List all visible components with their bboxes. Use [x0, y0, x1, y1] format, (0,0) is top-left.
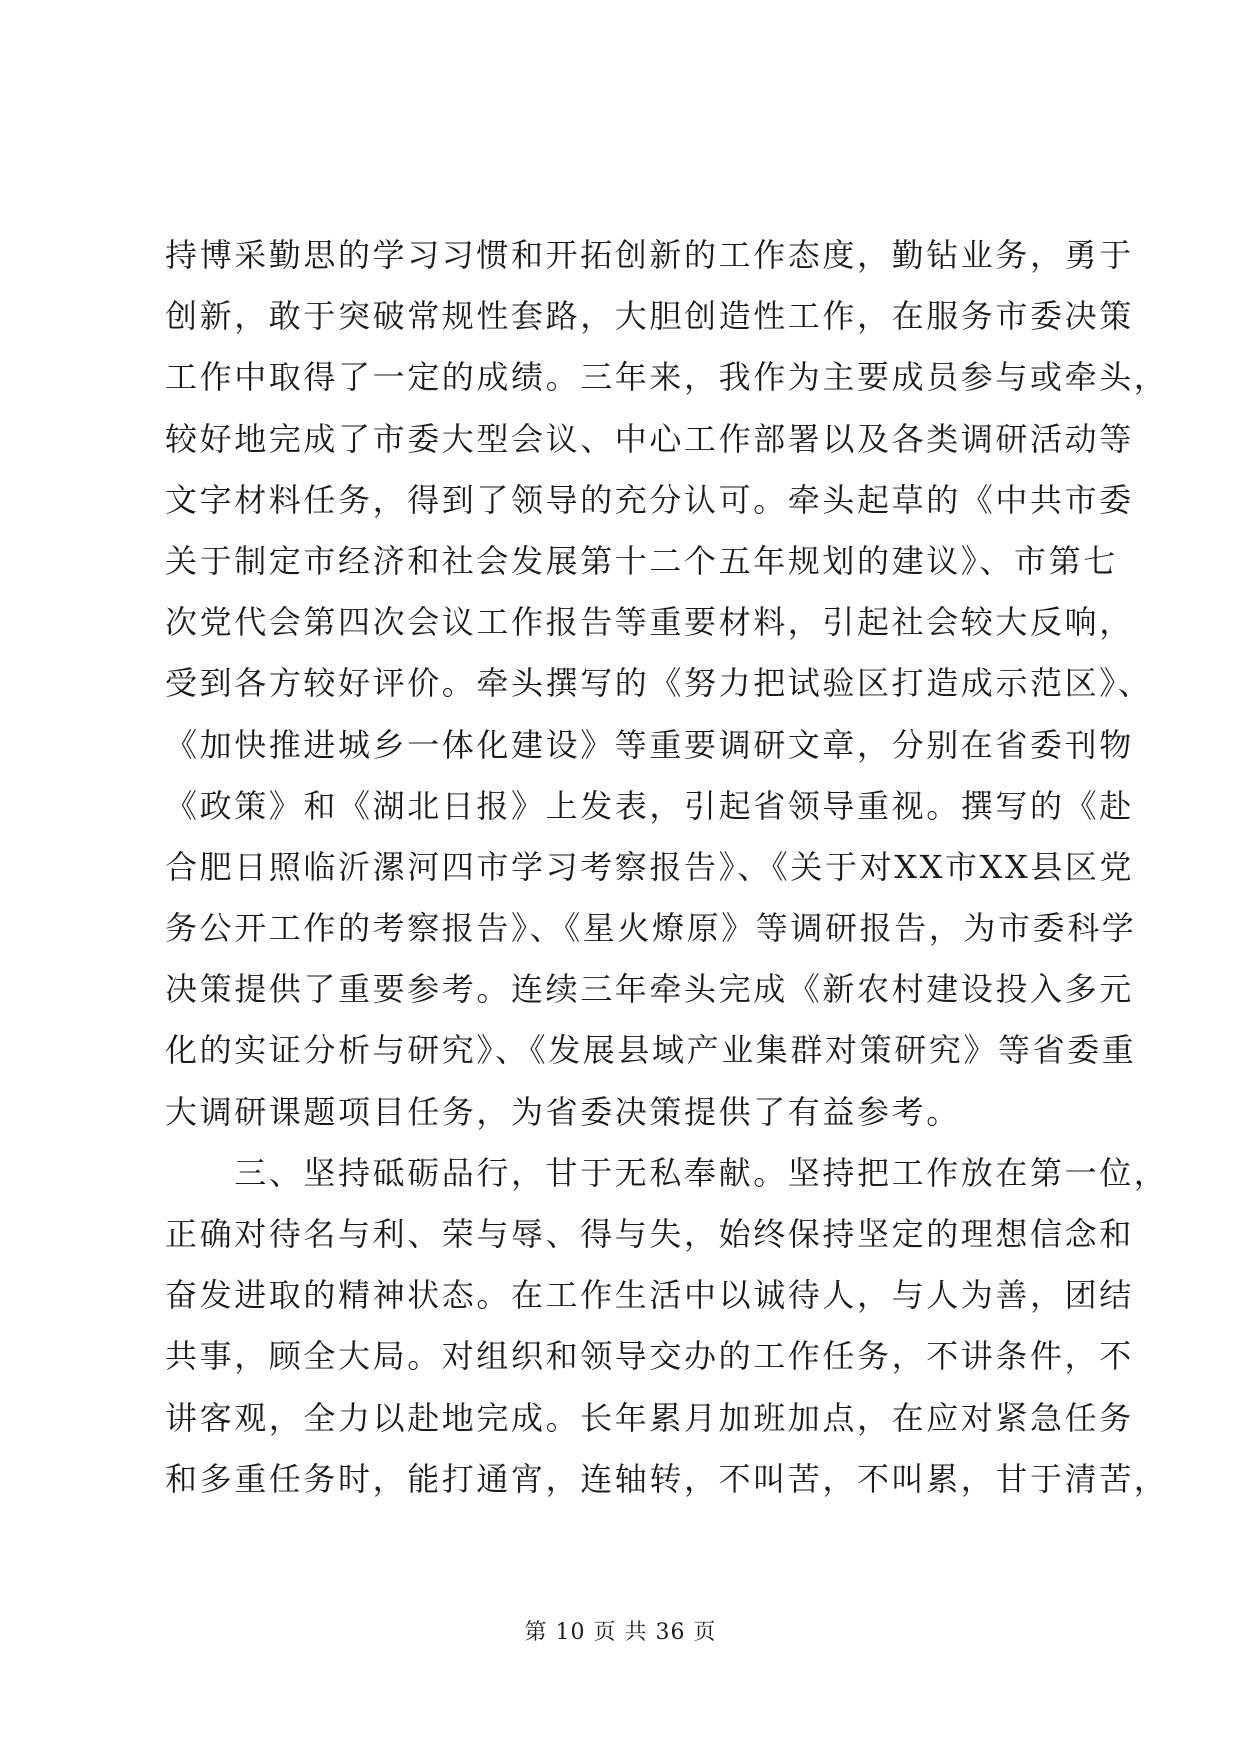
text-line: 和多重任务时，能打通宵，连轴转，不叫苦，不叫累，甘于清苦， [165, 1459, 1169, 1498]
text-line: 文字材料任务，得到了领导的充分认可。牵头起草的《中共市委 [165, 480, 1134, 519]
text-line: 《政策》和《湖北日报》上发表，引起省领导重视。撰写的《赴 [165, 786, 1134, 825]
text-line: 化的实证分析与研究》、《发展县域产业集群对策研究》等省委重 [165, 1031, 1137, 1070]
page-number-footer: 第 10 页 共 36 页 [524, 1620, 717, 1645]
text-line: 务公开工作的考察报告》、《星火燎原》等调研报告，为市委科学 [165, 909, 1137, 948]
body-text [165, 225, 1169, 1510]
text-line: 创新，敢于突破常规性套路，大胆创造性工作，在服务市委决策 [165, 297, 1134, 336]
text-line: 持博采勤思的学习习惯和开拓创新的工作态度，勤钻业务，勇于 [165, 236, 1134, 274]
text-line: 工作中取得了一定的成绩。三年来，我作为主要成员参与或牵头， [165, 358, 1169, 397]
text-line: 次党代会第四次会议工作报告等重要材料，引起社会较大反响， [165, 603, 1134, 642]
text-line: 讲客观，全力以赴地完成。长年累月加班加点，在应对紧急任务 [165, 1398, 1134, 1437]
text-line: 合肥日照临沂漯河四市学习考察报告》、《关于对XX市XX县区党 [165, 847, 1135, 886]
text-line: 三、坚持砥砺品行，甘于无私奉献。坚持把工作放在第一位， [165, 1153, 1169, 1192]
text-line: 关于制定市经济和社会发展第十二个五年规划的建议》、市第七 [165, 541, 1118, 580]
text-line: 《加快推进城乡一体化建设》等重要调研文章，分别在省委刊物 [165, 725, 1134, 764]
text-line: 正确对待名与利、荣与辱、得与失，始终保持坚定的理想信念和 [165, 1215, 1134, 1253]
text-line: 决策提供了重要参考。连续三年牵头完成《新农村建设投入多元 [165, 970, 1134, 1009]
text-line: 共事，顾全大局。对组织和领导交办的工作任务，不讲条件，不 [165, 1337, 1134, 1376]
text-line: 大调研课题项目任务，为省委决策提供了有益参考。 [165, 1092, 961, 1131]
text-line: 受到各方较好评价。牵头撰写的《努力把试验区打造成示范区》、 [165, 664, 1153, 703]
text-line: 奋发进取的精神状态。在工作生活中以诚待人，与人为善，团结 [165, 1276, 1134, 1315]
text-line: 较好地完成了市委大型会议、中心工作部署以及各类调研活动等 [165, 419, 1134, 458]
